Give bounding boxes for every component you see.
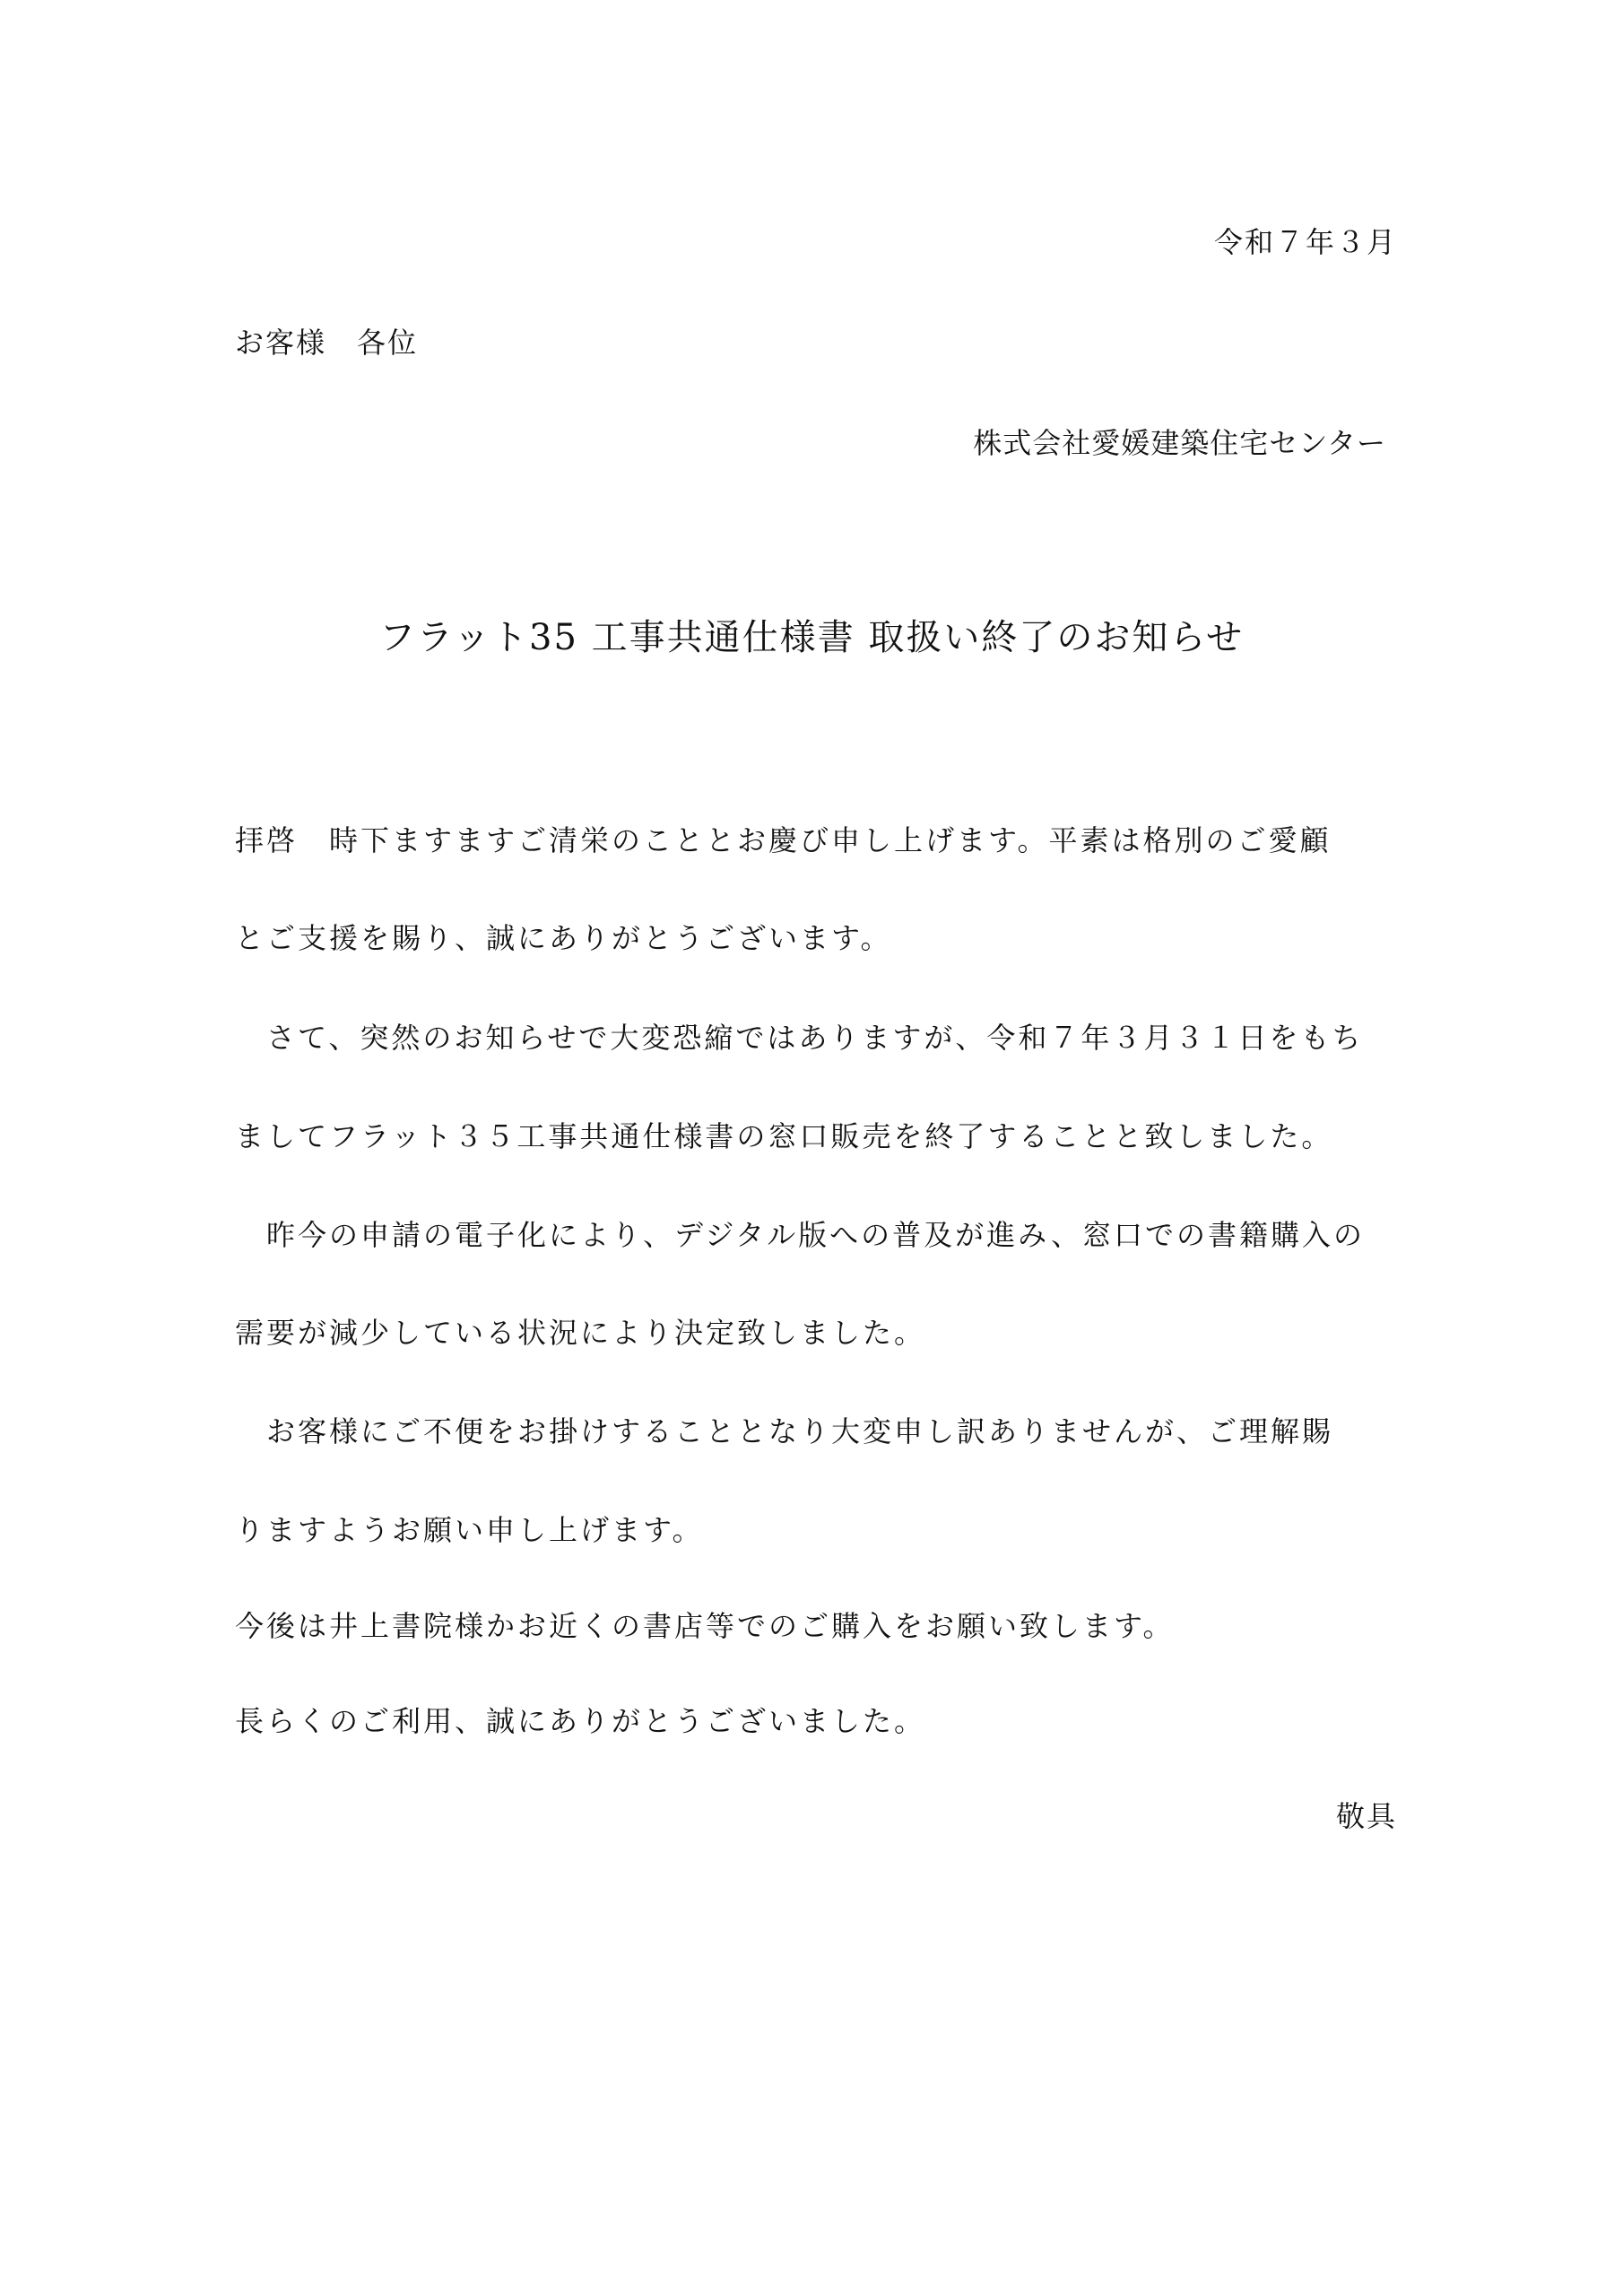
letter-title: フラット35 工事共通仕様書 取扱い終了のお知らせ <box>378 617 1245 658</box>
body-line: 需要が減少している状況により決定致しました。 <box>235 1316 926 1350</box>
body-line: お客様にご不便をお掛けすることとなり大変申し訳ありませんが、ご理解賜 <box>235 1414 1334 1448</box>
addressee: お客様 各位 <box>235 326 419 360</box>
letter-date: 令和７年３月 <box>1213 225 1397 259</box>
sender-company: 株式会社愛媛建築住宅センター <box>973 426 1386 460</box>
body-line: りますようお願い申し上げます。 <box>235 1513 704 1547</box>
body-line: さて、突然のお知らせで大変恐縮ではありますが、令和７年３月３１日をもち <box>235 1021 1364 1055</box>
closing-phrase: 敬具 <box>1335 1799 1397 1833</box>
body-line: ましてフラット３５工事共通仕様書の窓口販売を終了することと致しました。 <box>235 1119 1333 1153</box>
body-line: 昨今の申請の電子化により、デジタル版への普及が進み、窓口での書籍購入の <box>235 1218 1366 1252</box>
body-line: 拝啓 時下ますますご清栄のこととお慶び申し上げます。平素は格別のご愛顧 <box>235 823 1332 857</box>
body-line: とご支援を賜り、誠にありがとうございます。 <box>235 921 892 955</box>
body-line: 今後は井上書院様かお近くの書店等でのご購入をお願い致します。 <box>235 1609 1175 1643</box>
body-line: 長らくのご利用、誠にありがとうございました。 <box>235 1704 926 1738</box>
